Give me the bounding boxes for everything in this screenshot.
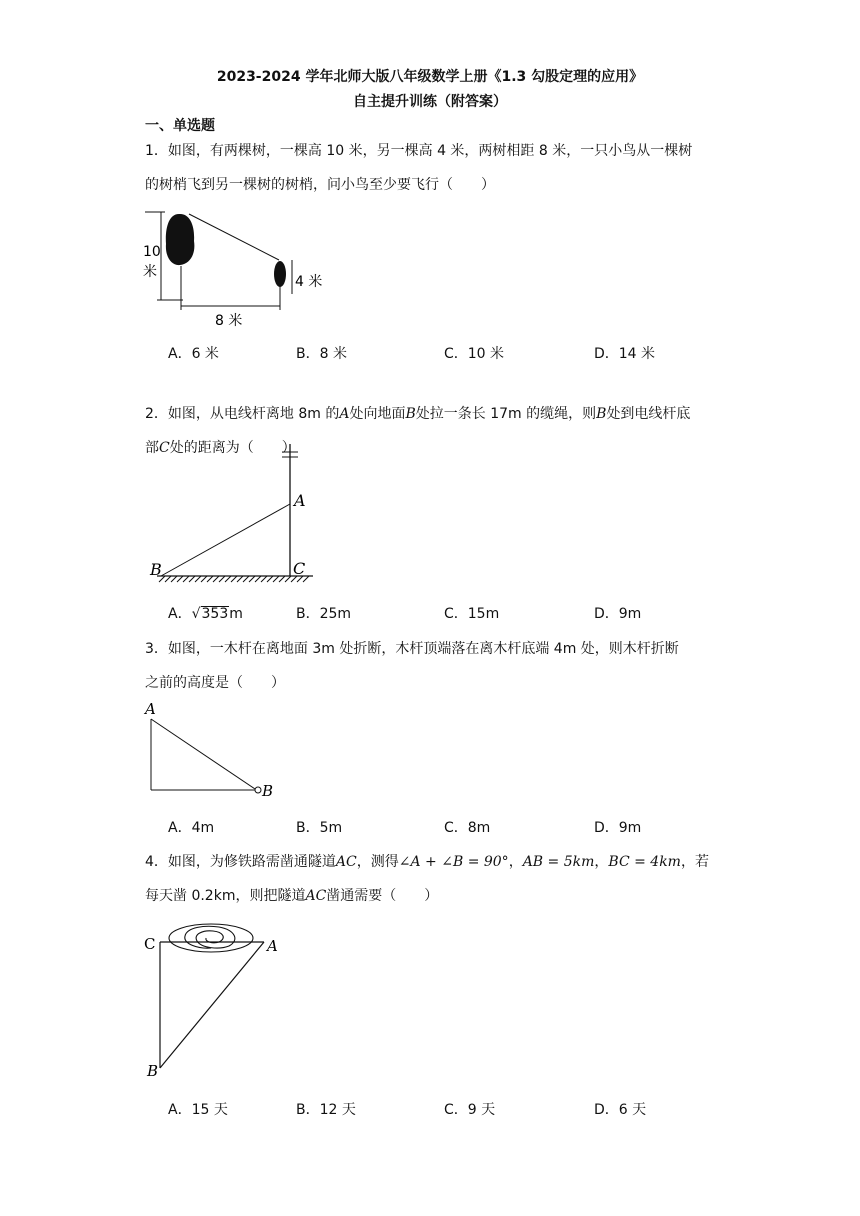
question-4-line2 <box>145 879 725 913</box>
option-a[interactable]: A．4m <box>168 820 215 836</box>
option-b[interactable]: B．25m <box>296 606 352 622</box>
broken-top <box>151 719 255 789</box>
question-3-line2: 之前的高度是（ ） <box>145 675 285 691</box>
option-c[interactable]: C．8m <box>444 820 491 836</box>
option-b[interactable]: B．5m <box>296 820 343 836</box>
q2-text-seg3: 处拉一条长 17m 的缆绳，则 <box>415 406 597 422</box>
question-1-line2: 的树梢飞到另一棵树的树梢，问小鸟至少要飞行（ ） <box>145 177 495 193</box>
radical-icon: √ <box>191 606 201 622</box>
question-4-options <box>168 1099 728 1121</box>
q2-var-c: C <box>159 440 170 456</box>
tip-point <box>255 787 261 793</box>
option-d[interactable]: D．9m <box>594 606 642 622</box>
q4-var-ac2: AC <box>305 888 327 904</box>
q4-text-seg2: ，测得 <box>356 854 399 870</box>
question-1-line1: 1．如图，有两棵树，一棵高 10 米，另一棵高 4 米，两树相距 8 米，一只小鸟从一棵树 <box>145 143 693 159</box>
option-a-radicand: 353 <box>201 606 229 622</box>
q2-var-b2: B <box>596 406 607 422</box>
option-a[interactable]: A．6 米 <box>168 346 219 362</box>
label-tall-unit: 米 <box>143 264 157 280</box>
q4-angles: ∠A + ∠B = 90° <box>398 854 509 870</box>
option-d[interactable]: D．9m <box>594 820 642 836</box>
cable <box>161 504 290 576</box>
ground-hatch <box>159 576 309 582</box>
label-c: C <box>144 935 156 953</box>
q4-text-seg4: ， <box>594 854 609 870</box>
option-a-prefix: A． <box>168 606 192 622</box>
label-b: B <box>147 1062 159 1080</box>
q2-text-seg1: 2．如图，从电线杆离地 8m 的 <box>145 406 340 422</box>
q4-text-line2b: 凿通需要（ ） <box>326 888 439 904</box>
question-4-line1 <box>145 845 725 879</box>
broken-pole-figure <box>143 700 278 800</box>
q2-text-line2a: 部 <box>145 440 159 456</box>
q4-ab: AB = 5km <box>522 854 595 870</box>
label-c: C <box>293 559 306 578</box>
q2-text-line2b: 处的距离为（ ） <box>169 440 296 456</box>
question-3 <box>145 632 725 700</box>
question-2-options <box>168 603 728 625</box>
q2-var-b: B <box>405 406 416 422</box>
short-tree-crown <box>274 261 286 287</box>
option-c[interactable]: C．15m <box>444 606 500 622</box>
pole-figure <box>143 440 318 590</box>
doc-title-line1: 2023-2024 学年北师大版八年级数学上册《1.3 勾股定理的应用》 <box>216 69 644 85</box>
q2-text-seg2: 处向地面 <box>349 406 406 422</box>
q4-var-ac: AC <box>335 854 357 870</box>
q4-text-seg5: ，若 <box>680 854 709 870</box>
option-b[interactable]: B．12 天 <box>296 1102 356 1118</box>
question-1 <box>145 134 725 202</box>
option-d[interactable]: D．6 天 <box>594 1102 647 1118</box>
q2-text-seg4: 处到电线杆底 <box>606 406 691 422</box>
option-a-unit: m <box>229 606 243 622</box>
tall-tree-crown <box>166 214 195 265</box>
option-b[interactable]: B．8 米 <box>296 346 347 362</box>
question-3-line1: 3．如图，一木杆在离地面 3m 处折断，木杆顶端落在离木杆底端 4m 处，则木杆折断 <box>145 641 679 657</box>
mountain-spiral-icon <box>185 926 235 948</box>
option-d[interactable]: D．14 米 <box>594 346 656 362</box>
q4-text-seg3: ， <box>508 854 523 870</box>
two-trees-figure <box>143 208 333 330</box>
question-1-options <box>168 343 728 365</box>
label-b: B <box>262 782 274 800</box>
label-tall-number: 10 <box>143 244 161 260</box>
label-a: A <box>294 491 306 510</box>
q4-text-line2a: 每天凿 0.2km，则把隧道 <box>145 888 306 904</box>
label-a: A <box>267 937 278 955</box>
question-2-line1 <box>145 397 725 431</box>
q2-var-a: A <box>339 406 350 422</box>
label-short: 4 米 <box>295 274 323 290</box>
q4-bc: BC = 4km <box>608 854 681 870</box>
option-c[interactable]: C．10 米 <box>444 346 505 362</box>
question-3-options <box>168 817 728 839</box>
option-c[interactable]: C．9 天 <box>444 1102 496 1118</box>
side-ab <box>160 942 264 1068</box>
option-a[interactable]: A．15 天 <box>168 1102 228 1118</box>
label-b: B <box>150 560 162 579</box>
label-a: A <box>145 700 156 718</box>
section-title: 一、单选题 <box>145 118 215 134</box>
q4-text-seg1: 4．如图，为修铁路需凿通隧道 <box>145 854 336 870</box>
question-4 <box>145 845 725 913</box>
tunnel-figure <box>143 918 283 1083</box>
doc-title-line2: 自主提升训练（附答案） <box>353 94 507 110</box>
label-gap: 8 米 <box>215 313 243 329</box>
option-a[interactable] <box>168 603 243 623</box>
flight-path-line <box>189 214 279 260</box>
